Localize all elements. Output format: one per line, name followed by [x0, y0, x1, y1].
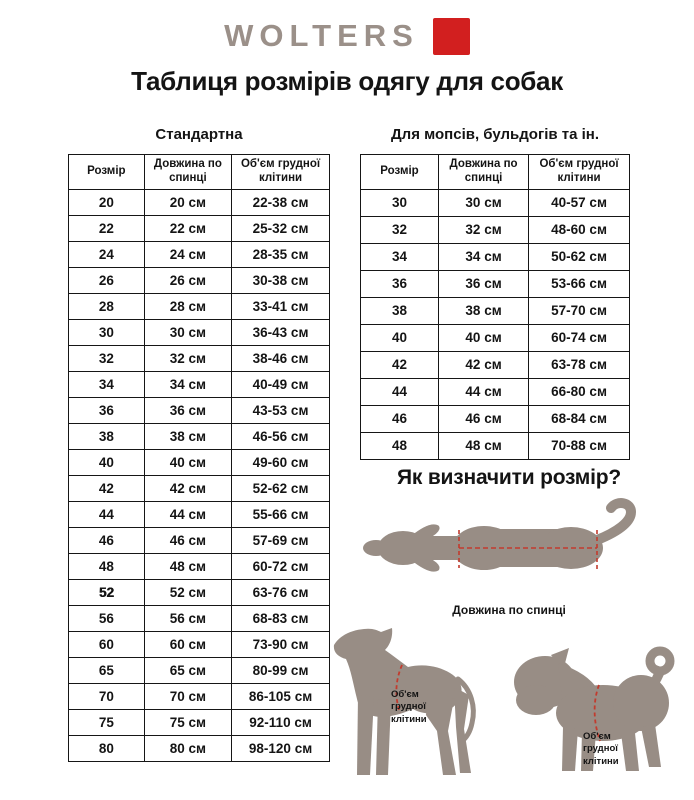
size-cell: 38-46 см: [232, 345, 330, 371]
size-row: [69, 527, 330, 553]
size-row: [69, 579, 330, 605]
size-cell: 26 см: [144, 267, 231, 293]
size-row: [361, 270, 630, 297]
size-cell: 60-74 см: [529, 324, 630, 351]
size-cell: 60: [69, 631, 145, 657]
size-cell: 98-120 см: [232, 735, 330, 761]
size-row: [69, 657, 330, 683]
pugs-table-title: Для мопсів, бульдогів та ін.: [390, 126, 600, 143]
size-cell: 53-66 см: [529, 270, 630, 297]
size-cell: 75: [69, 709, 145, 735]
size-cell: 38: [361, 297, 439, 324]
size-cell: 28 см: [144, 293, 231, 319]
size-cell: 30: [69, 319, 145, 345]
page-title: Таблиця розмірів одягу для собак: [131, 66, 563, 96]
size-cell: 32 см: [439, 216, 529, 243]
size-cell: 63-78 см: [529, 351, 630, 378]
size-cell: 20: [69, 189, 145, 215]
size-cell: 44: [69, 501, 145, 527]
brand-red-square: [433, 18, 470, 55]
size-cell: 34: [361, 243, 439, 270]
size-cell: 75 см: [144, 709, 231, 735]
size-cell: 40 см: [144, 449, 231, 475]
top-view-dog-diagram: [359, 498, 659, 617]
brand-header: [0, 16, 694, 56]
size-cell: 34 см: [439, 243, 529, 270]
size-cell: 38 см: [439, 297, 529, 324]
size-row: [69, 683, 330, 709]
size-cell: 40: [361, 324, 439, 351]
size-cell: 56: [69, 605, 145, 631]
size-cell: 70-88 см: [529, 432, 630, 459]
size-cell: 32: [69, 345, 145, 371]
size-row: [361, 189, 630, 216]
size-cell: 46 см: [439, 405, 529, 432]
size-row: [69, 345, 330, 371]
size-cell: 48 см: [439, 432, 529, 459]
size-cell: 68-84 см: [529, 405, 630, 432]
size-cell: 46: [69, 527, 145, 553]
size-cell: 42: [69, 475, 145, 501]
size-row: [69, 215, 330, 241]
size-row: [361, 432, 630, 459]
size-row: [69, 267, 330, 293]
size-cell: 40: [69, 449, 145, 475]
size-row: [69, 371, 330, 397]
size-cell: 30 см: [144, 319, 231, 345]
size-cell: 28-35 см: [232, 241, 330, 267]
size-cell: 40-57 см: [529, 189, 630, 216]
size-cell: 49-60 см: [232, 449, 330, 475]
size-row: [69, 709, 330, 735]
size-cell: 66-80 см: [529, 378, 630, 405]
size-cell: 38: [69, 423, 145, 449]
size-cell: 30-38 см: [232, 267, 330, 293]
size-cell: 48: [69, 553, 145, 579]
size-cell: 52: [69, 579, 145, 605]
size-cell: 48-60 см: [529, 216, 630, 243]
size-row: [69, 605, 330, 631]
size-cell: 50-62 см: [529, 243, 630, 270]
size-cell: 42: [361, 351, 439, 378]
size-cell: 40 см: [439, 324, 529, 351]
size-cell: 22 см: [144, 215, 231, 241]
column-header-size: Розмір: [69, 155, 145, 190]
size-cell: 52-62 см: [232, 475, 330, 501]
size-cell: 36-43 см: [232, 319, 330, 345]
size-cell: 43-53 см: [232, 397, 330, 423]
chest-girth-label: Об'єм грудної клітини: [583, 731, 619, 767]
standard-size-table: [68, 154, 330, 762]
size-cell: 80: [69, 735, 145, 761]
column-header-back-length: Довжина по спинці: [439, 155, 529, 190]
size-cell: 28: [69, 293, 145, 319]
standard-header-row: [69, 155, 330, 190]
size-cell: 63-76 см: [232, 579, 330, 605]
size-cell: 46-56 см: [232, 423, 330, 449]
size-cell: 65 см: [144, 657, 231, 683]
size-row: [69, 319, 330, 345]
measuring-guide-section: [330, 466, 688, 780]
size-cell: 30 см: [439, 189, 529, 216]
guide-title: Як визначити розмір?: [397, 466, 621, 489]
size-cell: 36 см: [439, 270, 529, 297]
size-row: [69, 631, 330, 657]
size-cell: 34 см: [144, 371, 231, 397]
size-row: [361, 216, 630, 243]
bulldog-diagram: [503, 635, 688, 780]
pugs-table-body: [361, 189, 630, 459]
size-cell: 70: [69, 683, 145, 709]
size-cell: 65: [69, 657, 145, 683]
size-cell: 68-83 см: [232, 605, 330, 631]
size-cell: 32: [361, 216, 439, 243]
size-cell: 52 см: [144, 579, 231, 605]
size-cell: 32 см: [144, 345, 231, 371]
side-view-dogs-row: [330, 623, 688, 780]
size-cell: 44: [361, 378, 439, 405]
size-row: [69, 735, 330, 761]
size-cell: 57-70 см: [529, 297, 630, 324]
size-cell: 34: [69, 371, 145, 397]
column-header-size: Розмір: [361, 155, 439, 190]
size-cell: 22: [69, 215, 145, 241]
size-row: [69, 449, 330, 475]
size-cell: 44 см: [144, 501, 231, 527]
size-row: [361, 378, 630, 405]
size-cell: 56 см: [144, 605, 231, 631]
back-length-label: Довжина по спинці: [452, 603, 566, 617]
size-row: [361, 405, 630, 432]
size-row: [69, 475, 330, 501]
size-cell: 42 см: [144, 475, 231, 501]
size-cell: 80 см: [144, 735, 231, 761]
size-cell: 25-32 см: [232, 215, 330, 241]
size-row: [361, 351, 630, 378]
column-header-chest: Об'єм грудної клітини: [232, 155, 330, 190]
size-cell: 48: [361, 432, 439, 459]
size-cell: 44 см: [439, 378, 529, 405]
size-cell: 36: [69, 397, 145, 423]
standard-table-title: Стандартна: [155, 126, 243, 143]
size-cell: 36: [361, 270, 439, 297]
size-cell: 33-41 см: [232, 293, 330, 319]
size-cell: 48 см: [144, 553, 231, 579]
size-row: [69, 293, 330, 319]
bulldog-curled-tail: [650, 651, 670, 671]
standing-dog-diagram: [330, 623, 480, 780]
size-cell: 42 см: [439, 351, 529, 378]
pugs-table-section: [360, 126, 630, 460]
size-cell: 22-38 см: [232, 189, 330, 215]
size-cell: 70 см: [144, 683, 231, 709]
size-cell: 26: [69, 267, 145, 293]
dog-tail-curl: [597, 503, 631, 540]
standard-table-body: [69, 189, 330, 761]
size-cell: 57-69 см: [232, 527, 330, 553]
size-row: [361, 243, 630, 270]
size-row: [361, 297, 630, 324]
size-cell: 36 см: [144, 397, 231, 423]
pugs-header-row: [361, 155, 630, 190]
size-row: [69, 241, 330, 267]
size-cell: 24: [69, 241, 145, 267]
size-cell: 86-105 см: [232, 683, 330, 709]
size-cell: 20 см: [144, 189, 231, 215]
size-cell: 46 см: [144, 527, 231, 553]
size-row: [69, 397, 330, 423]
pugs-size-table: [360, 154, 630, 460]
size-row: [69, 189, 330, 215]
red-square-shape: [433, 18, 470, 55]
size-cell: 46: [361, 405, 439, 432]
size-cell: 40-49 см: [232, 371, 330, 397]
size-cell: 24 см: [144, 241, 231, 267]
size-row: [69, 553, 330, 579]
standard-table-section: [68, 126, 330, 762]
size-cell: 73-90 см: [232, 631, 330, 657]
size-cell: 92-110 см: [232, 709, 330, 735]
top-view-dog-illustration: [359, 498, 659, 598]
size-cell: 55-66 см: [232, 501, 330, 527]
size-row: [69, 423, 330, 449]
column-header-chest: Об'єм грудної клітини: [529, 155, 630, 190]
size-row: [69, 501, 330, 527]
size-cell: 30: [361, 189, 439, 216]
size-cell: 60-72 см: [232, 553, 330, 579]
size-cell: 60 см: [144, 631, 231, 657]
chest-girth-label: Об'єм грудної клітини: [391, 689, 427, 725]
size-row: [361, 324, 630, 351]
size-cell: 80-99 см: [232, 657, 330, 683]
wolters-logo-text: WOLTERS: [224, 18, 419, 53]
size-cell: 38 см: [144, 423, 231, 449]
column-header-back-length: Довжина по спинці: [144, 155, 231, 190]
